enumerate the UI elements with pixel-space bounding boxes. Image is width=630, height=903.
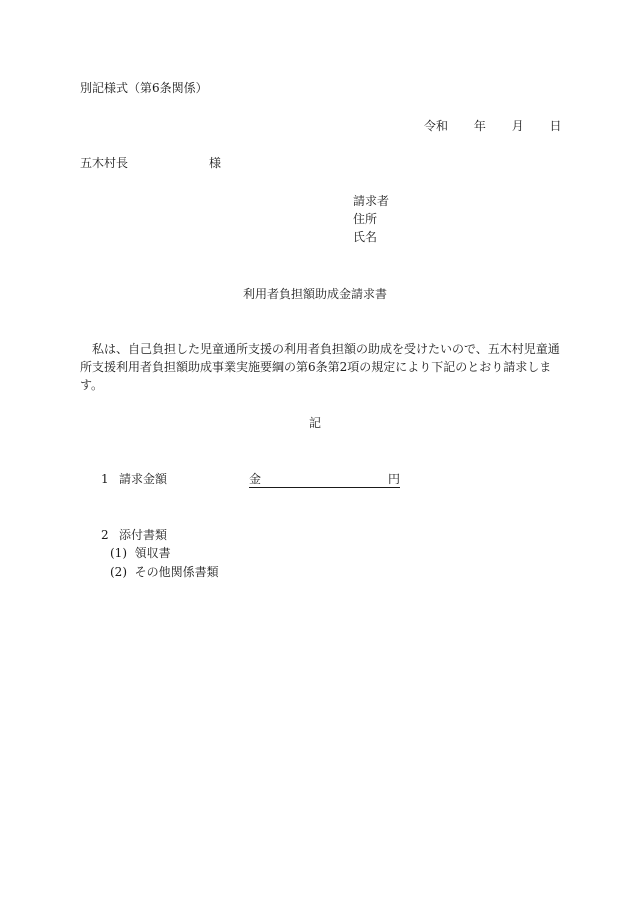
date-line: [424, 118, 562, 134]
date-day: 日: [549, 119, 562, 133]
claimant-address-label: 住所: [353, 212, 378, 226]
item-number: 1: [101, 472, 109, 486]
attachment-other-documents: (2) その他関係書類: [110, 565, 219, 579]
claimant-block: [353, 192, 389, 246]
amount-prefix: 金: [249, 472, 262, 486]
date-era: 令和: [424, 119, 449, 133]
claimant-label: 請求者: [353, 194, 390, 208]
addressee: [80, 155, 222, 171]
document-title: 利用者負担額助成金請求書: [242, 287, 387, 301]
attachment-receipt: (1) 領収書: [110, 546, 171, 560]
amount-field: [249, 471, 400, 488]
claimant-name-label: 氏名: [353, 230, 378, 244]
item-request-amount: [101, 471, 168, 487]
addressee-name: 五木村長: [80, 156, 129, 170]
addressee-honorific: 様: [209, 156, 222, 170]
form-reference: 別記様式（第6条関係）: [80, 81, 208, 95]
item-number: 2: [101, 528, 109, 542]
item-attachments: [101, 527, 168, 543]
date-month: 月: [511, 119, 524, 133]
item-label: 添付書類: [119, 528, 168, 542]
item-label: 請求金額: [119, 472, 168, 486]
body-paragraph: 私は、自己負担した児童通所支援の利用者負担額の助成を受けたいので、五木村児童通所支援利用者負担額助成事業実施要綱の第6条第2項の規定により下記のとおり請求します。: [80, 342, 560, 392]
amount-suffix: 円: [387, 472, 400, 486]
date-year: 年: [473, 119, 486, 133]
ki-heading: 記: [308, 416, 321, 430]
